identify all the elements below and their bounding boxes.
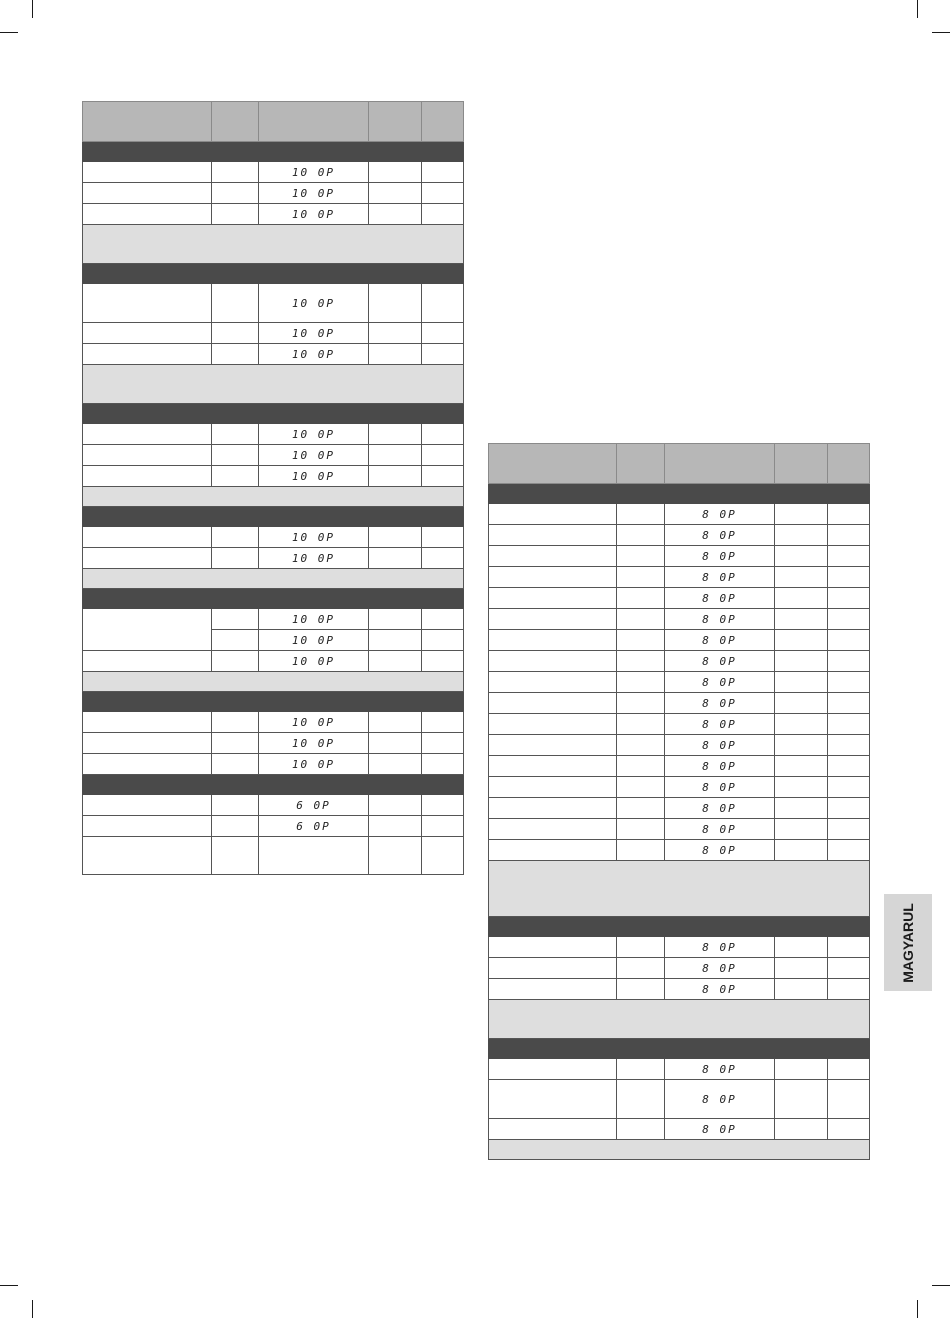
table-row — [489, 693, 870, 714]
table-row — [489, 651, 870, 672]
table-row — [83, 651, 464, 672]
note-row — [489, 1000, 870, 1039]
table-row — [83, 754, 464, 775]
section-row — [489, 1039, 870, 1059]
note-row — [83, 569, 464, 589]
crop-mark — [917, 0, 918, 18]
table-row — [489, 735, 870, 756]
table-row — [489, 504, 870, 525]
note-row — [83, 672, 464, 692]
table-row — [489, 937, 870, 958]
section-row — [83, 264, 464, 284]
lcd-value: 8 0P — [665, 693, 775, 714]
lcd-value: 8 0P — [665, 798, 775, 819]
table-row — [83, 344, 464, 365]
table-row — [83, 609, 464, 630]
section-row — [83, 692, 464, 712]
language-tab-label: MAGYARUL — [900, 902, 917, 983]
lcd-value: 10 0P — [259, 183, 369, 204]
table-row — [489, 546, 870, 567]
lcd-value: 8 0P — [665, 735, 775, 756]
left-program-table — [82, 101, 464, 875]
table-row — [489, 819, 870, 840]
table-row — [83, 816, 464, 837]
table-row — [83, 323, 464, 344]
lcd-value: 10 0P — [259, 609, 369, 630]
table-row — [489, 1059, 870, 1080]
note-row — [489, 861, 870, 917]
lcd-value: 8 0P — [665, 672, 775, 693]
lcd-value: 8 0P — [665, 567, 775, 588]
table-row — [489, 672, 870, 693]
crop-mark — [932, 32, 950, 33]
table-row — [489, 840, 870, 861]
lcd-value: 10 0P — [259, 424, 369, 445]
table-row — [83, 733, 464, 754]
table-header-row — [83, 102, 464, 142]
lcd-value: 10 0P — [259, 527, 369, 548]
lcd-value: 10 0P — [259, 284, 369, 323]
table-header-row — [489, 444, 870, 484]
table-row — [489, 567, 870, 588]
lcd-value: 8 0P — [665, 777, 775, 798]
lcd-value: 8 0P — [665, 958, 775, 979]
table-row — [83, 424, 464, 445]
table-row — [83, 445, 464, 466]
language-tab — [884, 894, 932, 991]
crop-mark — [0, 32, 18, 33]
table-row — [489, 979, 870, 1000]
section-row — [83, 589, 464, 609]
lcd-value: 8 0P — [665, 651, 775, 672]
right-program-table — [488, 443, 870, 1160]
table-row — [83, 204, 464, 225]
note-row — [83, 487, 464, 507]
crop-mark — [932, 1285, 950, 1286]
lcd-value: 8 0P — [665, 588, 775, 609]
table-row — [83, 284, 464, 323]
table-row — [489, 609, 870, 630]
crop-mark — [0, 1285, 18, 1286]
table-row — [83, 548, 464, 569]
table-row — [489, 958, 870, 979]
section-row — [83, 775, 464, 795]
table-row — [489, 1080, 870, 1119]
lcd-value: 10 0P — [259, 323, 369, 344]
section-row — [83, 507, 464, 527]
crop-mark — [917, 1300, 918, 1318]
table-row — [83, 466, 464, 487]
lcd-value: 8 0P — [665, 756, 775, 777]
table-row — [489, 777, 870, 798]
table-row — [489, 1119, 870, 1140]
lcd-value: 8 0P — [665, 1119, 775, 1140]
lcd-value: 8 0P — [665, 979, 775, 1000]
lcd-value: 10 0P — [259, 204, 369, 225]
table-row — [83, 183, 464, 204]
table-row — [83, 527, 464, 548]
lcd-value: 10 0P — [259, 651, 369, 672]
table-row — [489, 714, 870, 735]
lcd-value: 8 0P — [665, 1059, 775, 1080]
lcd-value: 8 0P — [665, 630, 775, 651]
section-row — [83, 142, 464, 162]
lcd-value: 10 0P — [259, 466, 369, 487]
lcd-value: 8 0P — [665, 546, 775, 567]
table-row — [83, 837, 464, 875]
crop-mark — [32, 0, 33, 18]
crop-mark — [32, 1300, 33, 1318]
lcd-value: 8 0P — [665, 1080, 775, 1119]
section-row — [489, 917, 870, 937]
table-row — [83, 795, 464, 816]
lcd-value: 8 0P — [665, 840, 775, 861]
section-row — [489, 484, 870, 504]
table-row — [83, 162, 464, 183]
lcd-value: 8 0P — [665, 609, 775, 630]
lcd-value: 8 0P — [665, 819, 775, 840]
lcd-value: 10 0P — [259, 733, 369, 754]
lcd-value: 10 0P — [259, 445, 369, 466]
lcd-value: 8 0P — [665, 937, 775, 958]
table-row — [489, 525, 870, 546]
table-row — [83, 712, 464, 733]
lcd-value: 10 0P — [259, 344, 369, 365]
table-row — [489, 588, 870, 609]
table-row — [489, 756, 870, 777]
lcd-value: 10 0P — [259, 548, 369, 569]
note-row — [83, 225, 464, 264]
lcd-value: 10 0P — [259, 712, 369, 733]
lcd-value: 10 0P — [259, 754, 369, 775]
lcd-value: 8 0P — [665, 504, 775, 525]
section-row — [83, 404, 464, 424]
lcd-value: 8 0P — [665, 714, 775, 735]
lcd-value: 10 0P — [259, 162, 369, 183]
table-row — [489, 798, 870, 819]
table-row — [489, 630, 870, 651]
lcd-value: 6 0P — [259, 795, 369, 816]
lcd-value: 10 0P — [259, 630, 369, 651]
note-row — [489, 1140, 870, 1160]
lcd-value: 6 0P — [259, 816, 369, 837]
note-row — [83, 365, 464, 404]
lcd-value: 8 0P — [665, 525, 775, 546]
